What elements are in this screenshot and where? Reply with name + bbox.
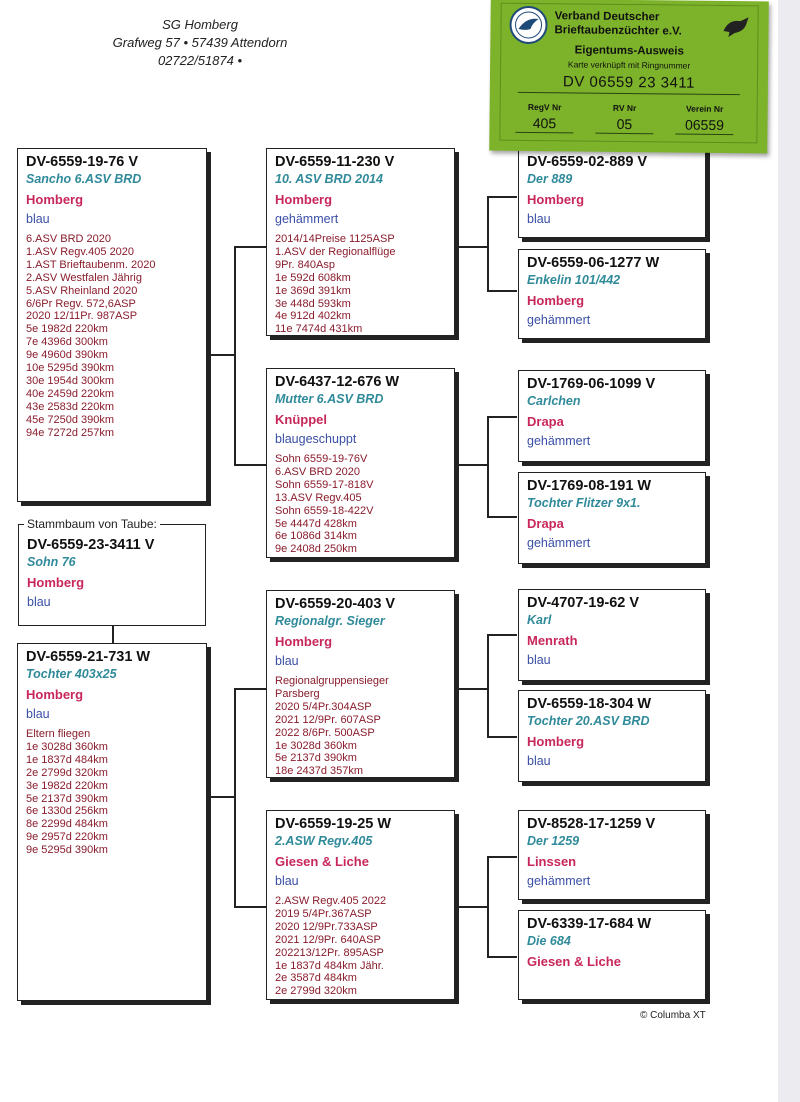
plumage-color: blau [26, 212, 50, 226]
bird-name: Regionalgr. Sieger [275, 614, 385, 628]
performance-entry: 1e 1837d 484km Jähr. [275, 959, 384, 972]
performance-entry: 1.ASV der Regionalflüge [275, 245, 396, 258]
connector-line [487, 290, 517, 292]
performance-entry: 2.ASV Westfalen Jährig [26, 271, 142, 284]
performance-entry: 1e 1837d 484km [26, 753, 108, 766]
connector-line [487, 516, 517, 518]
connector-line [455, 906, 488, 908]
bird-name: 2.ASW Regv.405 [275, 834, 373, 848]
ring-number: DV-1769-06-1099 V [527, 376, 656, 392]
performance-entry: 9e 5295d 390km [26, 844, 108, 857]
regv-value: 405 [515, 115, 573, 134]
breeder-name: Homberg [527, 192, 585, 207]
connector-line [234, 688, 236, 906]
bird-name: Tochter 20.ASV BRD [527, 714, 650, 728]
connector-line [234, 906, 266, 908]
performance-entry: 1e 3028d 360km [275, 739, 357, 752]
breeder-name: Homberg [527, 734, 585, 749]
connector-line [207, 796, 235, 798]
ring-number: DV-6559-20-403 V [275, 596, 396, 612]
performance-entry: 6.ASV BRD 2020 [275, 465, 360, 478]
breeder-name: Menrath [527, 633, 578, 648]
performance-entry: 6/6Pr Regv. 572,6ASP [26, 297, 136, 310]
breeder-name: Homberg [275, 634, 333, 649]
performance-list [275, 895, 446, 998]
vdb-logo-icon [508, 5, 548, 45]
ownership-card [489, 0, 769, 153]
paternal-grandfather-card [266, 148, 455, 336]
plumage-color: blau [527, 212, 551, 226]
performance-entry: 9e 2408d 250km [275, 543, 357, 556]
bird-name: Enkelin 101/442 [527, 273, 621, 287]
connector-line [487, 196, 489, 290]
plumage-color: blau [275, 874, 299, 888]
bird-name: Tochter 403x25 [26, 667, 117, 681]
rv-label: RV Nr [612, 102, 637, 114]
great-grandparent-card [518, 370, 706, 462]
connector-line [487, 196, 517, 198]
connector-line [112, 626, 114, 643]
ring-number: DV-6559-19-76 V [26, 154, 139, 170]
performance-entry: 11e 7474d 431km [275, 323, 363, 336]
connector-line [455, 246, 488, 248]
ring-number: DV-4707-19-62 V [527, 595, 640, 611]
rv-field [589, 103, 659, 135]
performance-entry: 45e 7250d 390km [26, 413, 115, 426]
plumage-color: gehämmert [527, 536, 591, 550]
breeder-name: Homberg [275, 192, 333, 207]
ring-number: DV-6437-12-676 W [275, 374, 400, 390]
performance-entry: 5e 2137d 390km [275, 752, 357, 765]
bird-name: Der 1259 [527, 834, 580, 848]
connector-line [487, 856, 489, 956]
ring-number: DV-6339-17-684 W [527, 916, 652, 932]
pedigree-label: Stammbaum von Taube: [24, 517, 160, 531]
performance-entry: Parsberg [275, 687, 320, 700]
performance-list [26, 728, 198, 857]
verein-label: Verein Nr [685, 103, 724, 114]
breeder-name: Homberg [26, 192, 84, 207]
performance-entry: Eltern fliegen [26, 728, 91, 740]
breeder-name: Giesen & Liche [527, 954, 621, 969]
performance-entry: 1.AST Brieftaubenm. 2020 [26, 258, 156, 271]
plumage-color: blaugeschuppt [275, 432, 357, 446]
performance-entry: 4e 912d 402km [275, 310, 351, 323]
connector-line [487, 634, 489, 736]
maternal-grandfather-card [266, 590, 455, 778]
performance-entry: 9e 4960d 390km [26, 349, 108, 362]
performance-entry: 40e 2459d 220km [26, 387, 115, 400]
performance-entry: 1e 592d 608km [275, 271, 351, 284]
performance-entry: 7e 4396d 300km [26, 336, 108, 349]
connector-line [455, 688, 488, 690]
paternal-grandmother-card [266, 368, 455, 558]
breeder-name: Drapa [527, 516, 564, 531]
ring-number: DV-6559-18-304 W [527, 696, 652, 712]
connector-line [234, 246, 266, 248]
bird-name: Sancho 6.ASV BRD [26, 172, 142, 186]
plumage-color: gehämmert [275, 212, 339, 226]
performance-entry: Regionalgruppensieger [275, 675, 389, 687]
ring-number: DV-8528-17-1259 V [527, 816, 656, 832]
connector-line [234, 246, 236, 464]
performance-entry: 2014/14Preise 1125ASP [275, 233, 395, 245]
ring-number: DV-6559-21-731 W [26, 649, 151, 665]
loft-name: SG Homberg [162, 17, 238, 32]
plumage-color: blau [27, 595, 51, 609]
performance-list [26, 233, 198, 440]
connector-line [487, 416, 517, 418]
verein-value: 06559 [675, 116, 733, 135]
bird-name: Tochter Flitzer 9x1. [527, 496, 641, 510]
performance-list [275, 453, 446, 556]
performance-entry: 2020 12/11Pr. 987ASP [26, 310, 138, 323]
performance-entry: 10e 5295d 390km [26, 362, 115, 375]
great-grandparent-card [518, 690, 706, 782]
performance-entry: 9e 2957d 220km [26, 831, 108, 844]
performance-entry: 2e 2799d 320km [26, 766, 108, 779]
plumage-color: blau [527, 754, 551, 768]
bird-name: Die 684 [527, 934, 571, 948]
performance-entry: 30e 1954d 300km [26, 374, 115, 387]
performance-entry: 43e 2583d 220km [26, 400, 115, 413]
connector-line [207, 354, 235, 356]
bird-name: Mutter 6.ASV BRD [275, 392, 384, 406]
performance-entry: 1e 3028d 360km [26, 740, 108, 753]
performance-entry: 94e 7272d 257km [26, 426, 115, 439]
plumage-color: blau [275, 654, 299, 668]
performance-entry: 202213/12Pr. 895ASP [275, 946, 384, 959]
performance-entry: 13.ASV Regv.405 [275, 491, 362, 504]
connector-line [487, 736, 517, 738]
performance-entry: 5e 1982d 220km [26, 323, 108, 336]
performance-entry: 3e 448d 593km [275, 297, 351, 310]
bird-name: Der 889 [527, 172, 573, 186]
performance-entry: Sohn 6559-19-76V [275, 453, 368, 465]
pigeon-icon [720, 13, 752, 39]
performance-list [275, 675, 446, 778]
breeder-name: Linssen [527, 854, 577, 869]
performance-entry: 8e 2299d 484km [26, 818, 108, 831]
card-subtitle: Karte verknüpft mit Ringnummer [567, 59, 691, 71]
plumage-color: blau [527, 653, 551, 667]
performance-list [275, 233, 446, 336]
performance-entry: 1.ASV Regv.405 2020 [26, 245, 135, 258]
plumage-color: gehämmert [527, 434, 591, 448]
performance-entry: 5e 2137d 390km [26, 792, 108, 805]
plumage-color: blau [26, 707, 50, 721]
breeder-name: Homberg [27, 575, 85, 590]
great-grandparent-card [518, 249, 706, 339]
great-grandparent-card [518, 910, 706, 1000]
breeder-address [110, 16, 290, 70]
connector-line [487, 634, 517, 636]
connector-line [234, 464, 266, 466]
card-title: Eigentums-Ausweis [574, 44, 684, 58]
breeder-name: Knüppel [275, 412, 327, 427]
breeder-name: Homberg [527, 293, 585, 308]
performance-entry: 2e 3587d 484km [275, 972, 357, 985]
bird-name: Karl [527, 613, 552, 627]
breeder-name: Giesen & Liche [275, 854, 369, 869]
performance-entry: 2020 12/9Pr.733ASP [275, 920, 378, 933]
performance-entry: 18e 2437d 357km [275, 765, 364, 778]
great-grandparent-card [518, 148, 706, 238]
ring-number: DV-6559-23-3411 V [27, 537, 155, 553]
performance-entry: 6e 1086d 314km [275, 530, 357, 543]
father-card [17, 148, 207, 502]
maternal-grandmother-card [266, 810, 455, 1000]
connector-line [487, 856, 517, 858]
performance-entry: 1e 369d 391km [275, 284, 351, 297]
ring-number: DV-1769-08-191 W [527, 478, 652, 494]
performance-entry: 5e 4447d 428km [275, 517, 357, 530]
main-bird-card [18, 524, 206, 626]
great-grandparent-card [518, 472, 706, 564]
performance-entry: 3e 1982d 220km [26, 779, 108, 792]
bird-name: Sohn 76 [27, 555, 76, 569]
great-grandparent-card [518, 810, 706, 900]
performance-entry: 2019 5/4Pr.367ASP [275, 907, 372, 920]
performance-entry: 2021 12/9Pr. 607ASP [275, 713, 381, 726]
address-line: Grafweg 57 • 57439 Attendorn [112, 35, 288, 50]
performance-entry: 2e 2799d 320km [275, 985, 357, 998]
rv-value: 05 [595, 116, 653, 135]
card-ring-number: DV 06559 23 3411 [518, 72, 740, 95]
verein-field [669, 103, 739, 135]
phone-line: 02722/51874 • [157, 53, 243, 68]
performance-entry: 9Pr. 840Asp [275, 258, 335, 271]
breeder-name: Homberg [26, 687, 84, 702]
regv-field [509, 102, 579, 134]
bird-name: 10. ASV BRD 2014 [275, 172, 383, 186]
performance-entry: 2021 12/9Pr. 640ASP [275, 933, 381, 946]
connector-line [487, 416, 489, 516]
performance-entry: Sohn 6559-18-422V [275, 504, 374, 517]
breeder-name: Drapa [527, 414, 564, 429]
great-grandparent-card [518, 589, 706, 681]
performance-entry: 2020 5/4Pr.304ASP [275, 700, 372, 713]
bird-name: Carlchen [527, 394, 581, 408]
mother-card [17, 643, 207, 1001]
performance-entry: 6e 1330d 256km [26, 805, 108, 818]
ring-number: DV-6559-02-889 V [527, 154, 648, 170]
performance-entry: 2022 8/6Pr. 500ASP [275, 726, 375, 739]
performance-entry: Sohn 6559-17-818V [275, 478, 374, 491]
connector-line [234, 688, 266, 690]
ring-number: DV-6559-11-230 V [275, 154, 395, 170]
connector-line [455, 464, 488, 466]
performance-entry: 6.ASV BRD 2020 [26, 233, 111, 245]
performance-entry: 5.ASV Rheinland 2020 [26, 284, 138, 297]
ring-number: DV-6559-06-1277 W [527, 255, 660, 271]
plumage-color: gehämmert [527, 874, 591, 888]
plumage-color: gehämmert [527, 313, 591, 327]
connector-line [487, 956, 517, 958]
regv-label: RegV Nr [527, 101, 562, 113]
performance-entry: 2.ASW Regv.405 2022 [275, 895, 387, 907]
scan-edge [778, 0, 800, 1102]
ring-number: DV-6559-19-25 W [275, 816, 392, 832]
copyright-notice: © Columba XT [640, 1010, 706, 1021]
card-organization: Verband Deutscher Brieftaubenzüchter e.V. [554, 10, 682, 38]
